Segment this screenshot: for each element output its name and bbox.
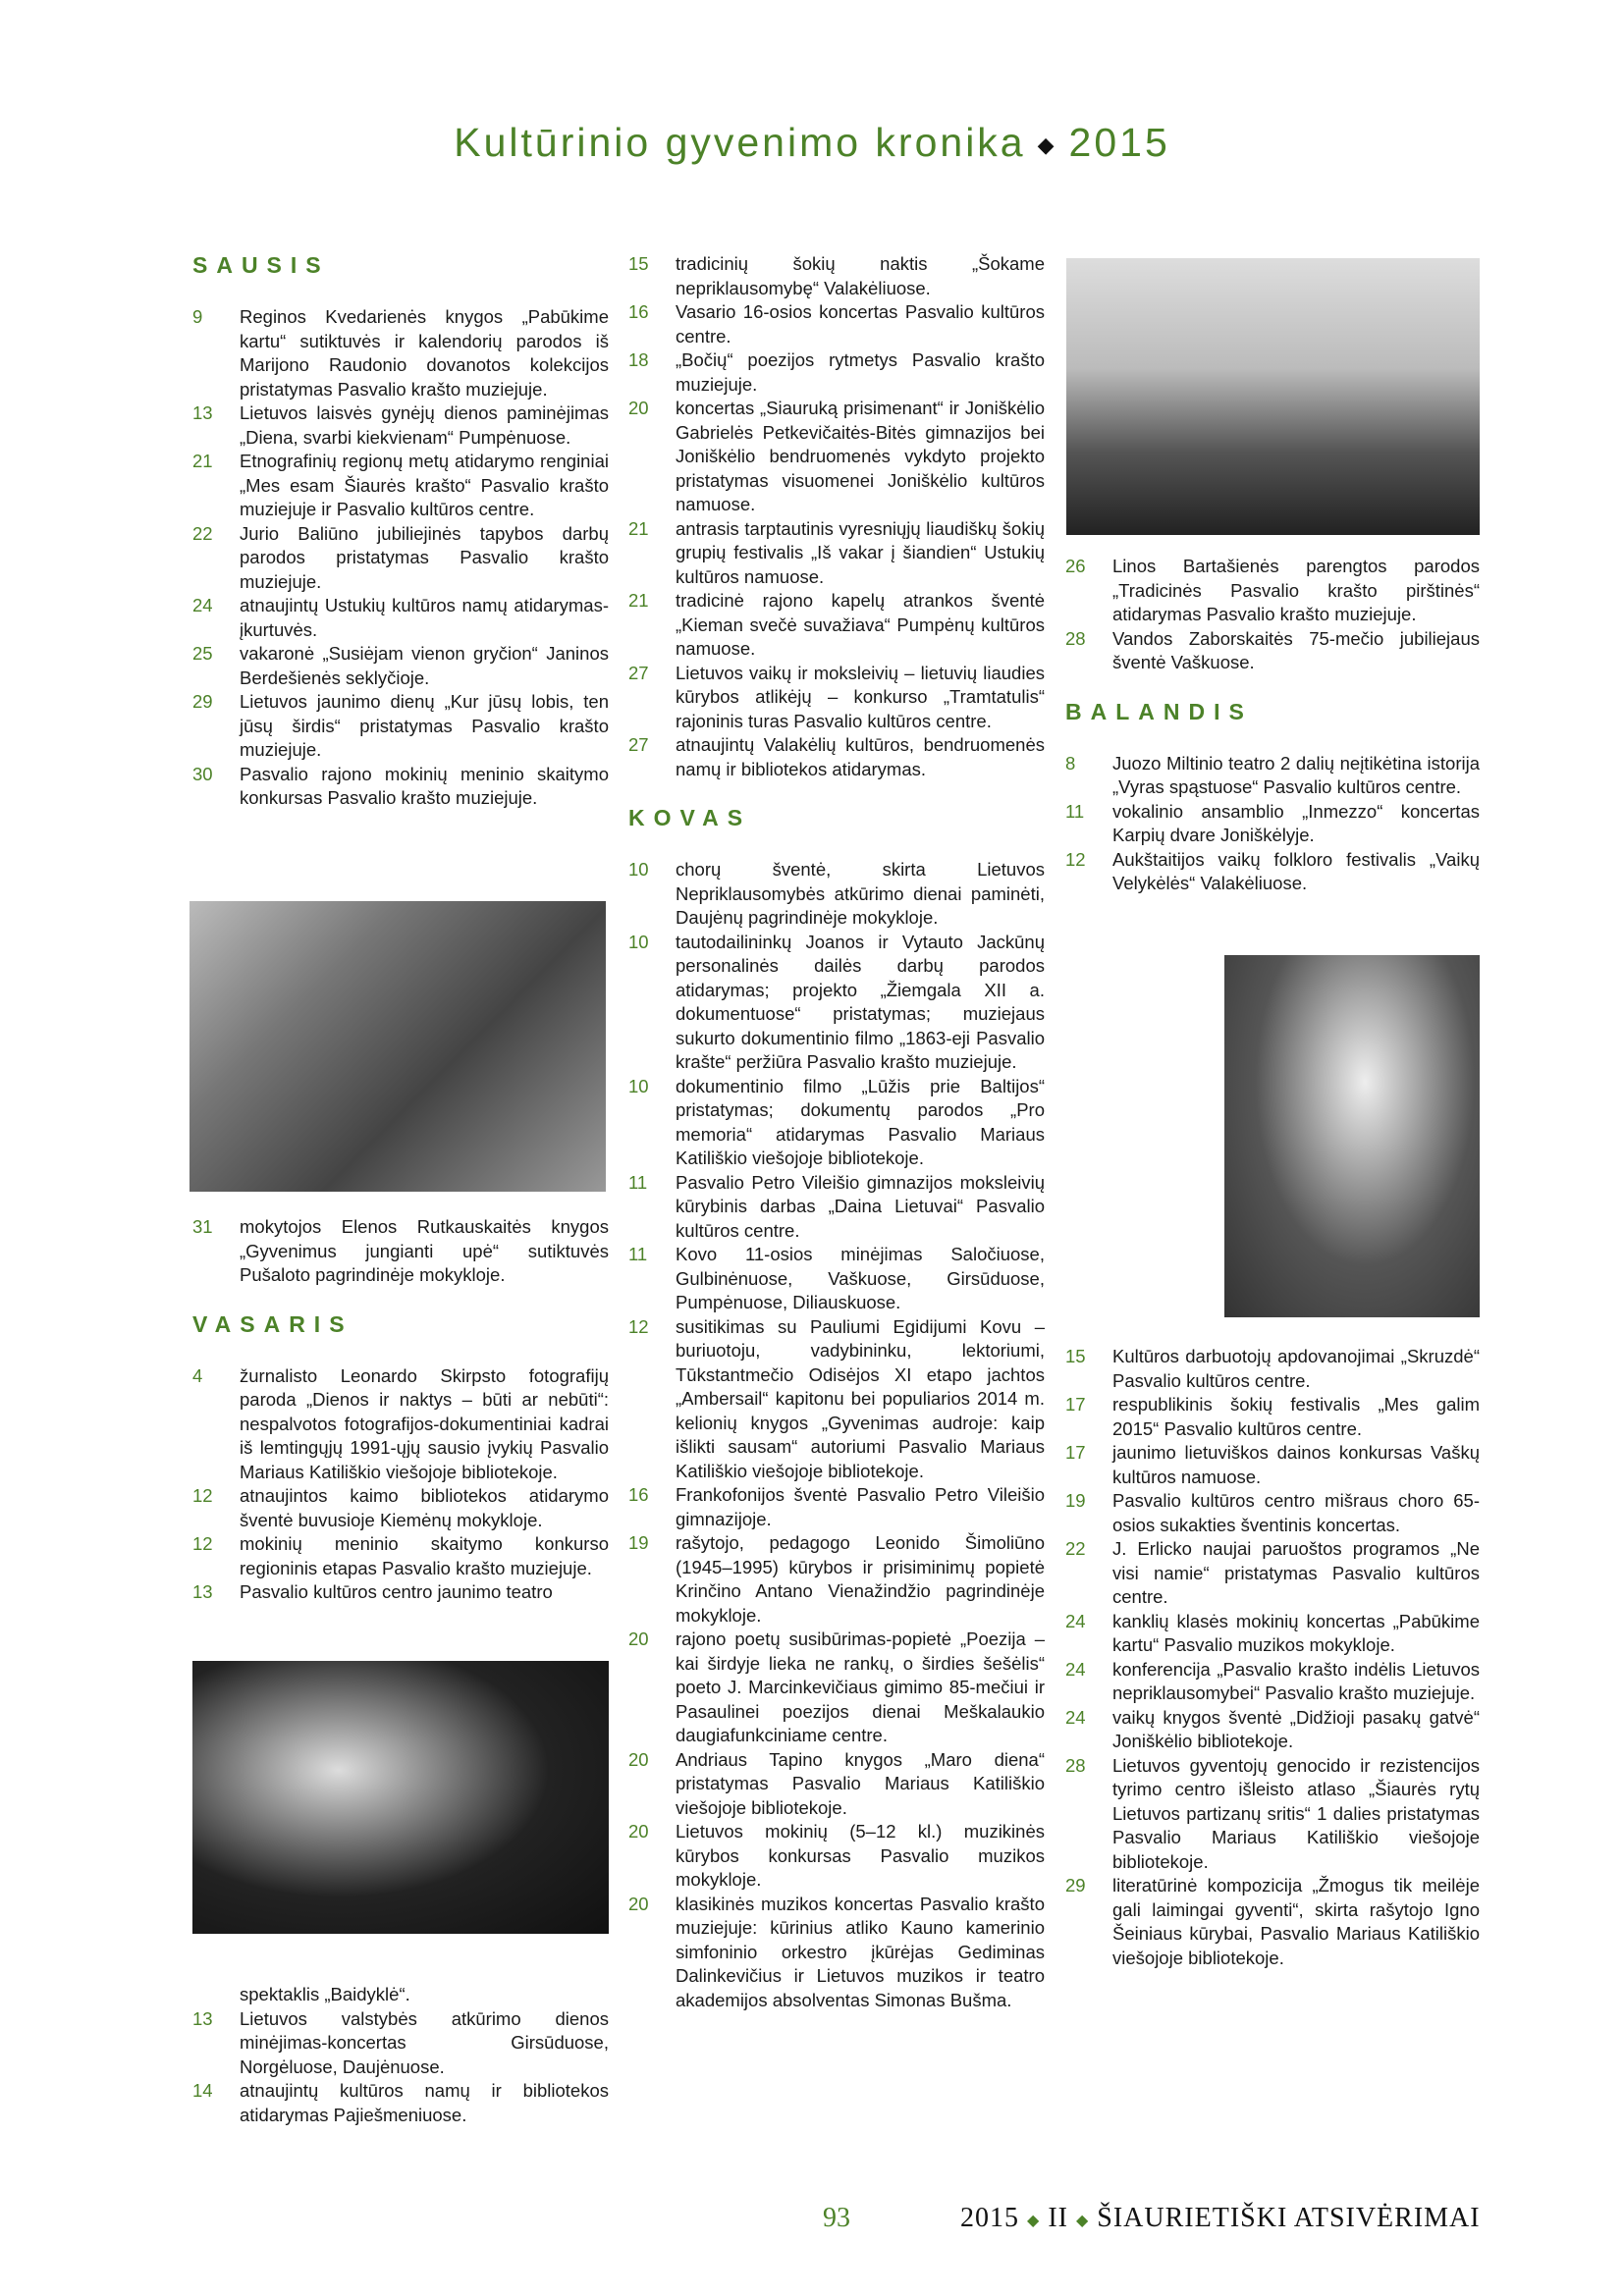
calendar-entry [192, 763, 609, 811]
entry-text: Jurio Baliūno jubiliejinės tapybos darbų parodos pristatymas Pasvalio krašto muziejuje. [240, 522, 609, 592]
calendar-entry [192, 401, 609, 450]
entry-day: 27 [628, 734, 649, 755]
calendar-entry [192, 522, 609, 595]
entry-day: 13 [192, 1581, 213, 1602]
entry-day: 10 [628, 931, 649, 952]
calendar-entry [628, 397, 1045, 517]
title-year: 2015 [1068, 120, 1170, 165]
entry-day: 22 [192, 522, 213, 544]
entry-day: 24 [1065, 1658, 1086, 1680]
footer-journal: ŠIAURIETIŠKI ATSIVĖRIMAI [1097, 2203, 1481, 2233]
entry-text: mokytojos Elenos Rutkauskaitės knygos „Gyvenimus jungianti upė“ sutiktuvės Pušaloto pagrindinėje mokykloje. [240, 1216, 609, 1285]
entry-text: Kovo 11-osios minėjimas Saločiuose, Gulbinėnuose, Vaškuose, Girsūduose, Pumpėnuose, Diliauskuose. [676, 1244, 1045, 1312]
entry-text: Vasario 16-osios koncertas Pasvalio kultūros centre. [676, 301, 1045, 347]
entry-day: 29 [192, 691, 213, 712]
entry-text: atnaujintų Ustukių kultūros namų atidarymas-įkurtuvės. [240, 595, 609, 640]
calendar-entry [1065, 1537, 1480, 1610]
calendar-entry [192, 1580, 609, 1605]
entry-day: 27 [628, 662, 649, 683]
entry-text: Pasvalio Petro Vileišio gimnazijos moksleivių kūrybinis darbas „Daina Lietuvai“ Pasvalio kultūros centre. [676, 1171, 1045, 1241]
entry-day: 11 [628, 1171, 648, 1193]
entry-text: Etnografinių regionų metų atidarymo renginiai „Mes esam Šiaurės krašto“ Pasvalio krašto muziejuje ir Pasvalio kultūros centre. [240, 451, 609, 519]
entry-text: respublikinis šokių festivalis „Mes galim 2015“ Pasvalio kultūros centre. [1112, 1394, 1480, 1439]
diamond-separator-icon: ◆ [1037, 133, 1057, 158]
entry-text: Frankofonijos šventė Pasvalio Petro Vileišio gimnazijoje. [676, 1484, 1045, 1529]
diamond-icon: ◆ [1075, 2212, 1090, 2229]
entry-day: 20 [628, 1629, 649, 1649]
entry-day: 18 [628, 349, 649, 370]
calendar-entry [192, 1215, 609, 1288]
entry-day: 12 [1065, 848, 1086, 870]
calendar-entry [1065, 1393, 1480, 1441]
footer-issue: II [1048, 2203, 1068, 2233]
entry-day: 26 [1065, 556, 1086, 576]
month-heading: VASARIS [192, 1310, 353, 1337]
entry-text: Lietuvos laisvės gynėjų dienos paminėjimas „Diena, svarbi kiekvienam“ Pumpėnuose. [240, 402, 609, 448]
month-heading: BALANDIS [1065, 698, 1253, 724]
photo-mittens-exhibition [1066, 258, 1480, 535]
calendar-entry [628, 1075, 1045, 1171]
calendar-entry [1065, 1754, 1480, 1875]
calendar-entry [1065, 848, 1480, 896]
diamond-icon: ◆ [1027, 2212, 1041, 2229]
calendar-entry [1065, 555, 1480, 627]
entry-day: 29 [1065, 1875, 1086, 1896]
entry-day: 19 [1065, 1490, 1086, 1511]
entry-text: jaunimo lietuviškos dainos konkursas Vaškų kultūros namuose. [1112, 1442, 1480, 1487]
entry-day: 22 [1065, 1538, 1086, 1559]
entry-text: J. Erlicko naujai paruoštos programos „Ne visi namie“ pristatymas Pasvalio kultūros centre. [1112, 1538, 1480, 1607]
entry-text: susitikimas su Pauliumi Egidijumi Kovu – buriuotoju, vadybininku, lektoriumi, Tūkstantmečio Odisėjos XI etapo jachtos „Ambersail“ kapitonu bei populiarios 2014 m. kelionių knygos „Gyvenimas audroje: kaip išlikti sausam“ autoriumi Pasvalio Mariaus Katiliškio viešojoje bibliotekoje. [676, 1315, 1045, 1481]
entry-text: vaikų knygos šventė „Didžioji pasakų gatvė“ Joniškėlio bibliotekoje. [1112, 1706, 1480, 1751]
entry-text: Pasvalio kultūros centro mišraus choro 65-osios sukakties šventinis koncertas. [1112, 1490, 1480, 1535]
entry-text: vakaronė „Susiėjam vienon gryčion“ Janinos Berdešienės seklyčioje. [240, 643, 609, 688]
entry-text: Lietuvos mokinių (5–12 kl.) muzikinės kūrybos konkursas Pasvalio muzikos mokykloje. [676, 1821, 1045, 1890]
entry-day: 24 [192, 595, 213, 615]
title-text: Kultūrinio gyvenimo kronika [454, 120, 1026, 165]
page-title [0, 120, 1624, 166]
calendar-entry [1065, 1706, 1480, 1754]
entry-day: 21 [628, 517, 649, 539]
entry-text: rašytojo, pedagogo Leonido Šimoliūno (1945–1995) kūrybos ir prisiminimų popietė Krinčino Antano Vienažindžio pagrindinėje mokykloje. [676, 1532, 1045, 1626]
calendar-entry [628, 1315, 1045, 1484]
entry-text: Vandos Zaborskaitės 75-mečio jubiliejaus šventė Vaškuose. [1112, 627, 1480, 672]
entry-day: 12 [628, 1315, 649, 1337]
entry-day: 15 [628, 253, 649, 274]
entry-text: Pasvalio rajono mokinių meninio skaitymo konkursas Pasvalio krašto muziejuje. [240, 763, 609, 808]
calendar-entry [628, 662, 1045, 734]
calendar-entry [1065, 627, 1480, 675]
entry-text: „Bočių“ poezijos rytmetys Pasvalio krašto muziejuje. [676, 349, 1045, 395]
entry-day: 30 [192, 763, 213, 784]
entry-day: 20 [628, 1748, 649, 1770]
entry-day: 16 [628, 301, 649, 322]
entry-text: rajono poetų susibūrimas-popietė „Poezija – kai širdyje lieka ne rankų, o širdies šešėlis“ poeto J. Marcinkevičiaus gimimo 85-mečiui ir Pasaulinei poezijos dienai Meškalaukio daugiafunkciniame centre. [676, 1629, 1045, 1745]
calendar-entry [628, 931, 1045, 1075]
entry-text: Andriaus Tapino knygos „Maro diena“ pristatymas Pasvalio Mariaus Katiliškio viešojoje bibliotekoje. [676, 1748, 1045, 1818]
entry-day: 17 [1065, 1394, 1086, 1415]
month-heading: SAUSIS [192, 252, 330, 278]
entry-day: 13 [192, 2007, 213, 2029]
calendar-entry [192, 642, 609, 690]
entry-day: 20 [628, 398, 649, 418]
calendar-entry [1065, 800, 1480, 848]
calendar-entry [192, 305, 609, 401]
entry-text: kanklių klasės mokinių koncertas „Pabūkime kartu“ Pasvalio muzikos mokykloje. [1112, 1610, 1480, 1655]
calendar-entry [628, 348, 1045, 397]
journal-title [960, 2203, 1481, 2234]
entry-day: 14 [192, 2080, 213, 2101]
entry-text: žurnalisto Leonardo Skirpsto fotografijų paroda „Dienos ir naktys – būti ar nebūti“: nespalvotos fotografijos-dokumentiniai kadrai iš lemtingųjų 1991-ųjų sausio įvykių Pasvalio Mariaus Katiliškio viešojoje bibliotekoje. [240, 1364, 609, 1482]
calendar-entry [628, 517, 1045, 590]
calendar-entry [628, 858, 1045, 931]
entry-day: 21 [628, 590, 649, 611]
calendar-entry [1065, 752, 1480, 800]
entry-continuation: spektaklis „Baidyklė“. [240, 1984, 410, 2004]
calendar-entry [192, 1364, 609, 1485]
calendar-entry [1065, 1345, 1480, 1393]
entry-day: 15 [1065, 1346, 1086, 1366]
entry-text: atnaujintų kultūros namų ir bibliotekos atidarymas Pajiešmeniuose. [240, 2080, 609, 2125]
calendar-entry [628, 300, 1045, 348]
month-heading: KOVAS [628, 805, 752, 830]
entry-text: Lietuvos gyventojų genocido ir rezistencijos tyrimo centro išleisto atlaso „Šiaurės rytų Lietuvos partizanų sritis“ 1 dalies pristatymas Pasvalio Mariaus Katiliškio viešojoje bibliotekoje. [1112, 1754, 1480, 1872]
calendar-entry [628, 1171, 1045, 1244]
footer-year: 2015 [960, 2203, 1019, 2233]
photo-man-with-flowers [1224, 955, 1480, 1317]
calendar-entry [628, 1243, 1045, 1315]
entry-day: 31 [192, 1216, 213, 1237]
calendar-entry [192, 690, 609, 763]
calendar-entry [192, 2007, 609, 2080]
calendar-entry [1065, 1658, 1480, 1706]
calendar-entry [192, 1484, 609, 1532]
calendar-entry [628, 1483, 1045, 1531]
entry-day: 28 [1065, 1754, 1086, 1776]
calendar-entry [628, 589, 1045, 662]
entry-text: Reginos Kvedarienės knygos „Pabūkime kartu“ sutiktuvės ir kalendorių parodos iš Marijono Raudonio dovanotos kolekcijos pristatymas Pasvalio krašto muziejuje. [240, 306, 609, 400]
entry-text: tradicinių šokių naktis „Šokame nepriklausomybę“ Valakėliuose. [676, 253, 1045, 298]
entry-day: 9 [192, 306, 203, 327]
entry-day: 10 [628, 1075, 649, 1096]
calendar-entry [1065, 1489, 1480, 1537]
calendar-entry [628, 1531, 1045, 1628]
entry-text: Pasvalio kultūros centro jaunimo teatro [240, 1581, 553, 1602]
photo-theatre-performance [192, 1661, 609, 1934]
entry-text: Juozo Miltinio teatro 2 dalių neįtikėtina istorija „Vyras spąstuose“ Pasvalio kultūros centre. [1112, 752, 1480, 797]
calendar-entry [628, 1628, 1045, 1748]
entry-day: 20 [628, 1893, 649, 1914]
entry-text: Kultūros darbuotojų apdovanojimai „Skruzdė“ Pasvalio kultūros centre. [1112, 1346, 1480, 1391]
calendar-entry [628, 1820, 1045, 1893]
entry-day: 11 [628, 1244, 648, 1264]
entry-day: 4 [192, 1364, 203, 1386]
entry-day: 24 [1065, 1706, 1086, 1728]
entry-text: tradicinė rajono kapelų atrankos šventė „Kieman svečė suvažiava“ Pumpėnų kultūros namuose. [676, 590, 1045, 659]
entry-day: 28 [1065, 627, 1086, 649]
entry-day: 16 [628, 1484, 649, 1505]
entry-text: atnaujintų Valakėlių kultūros, bendruomenės namų ir bibliotekos atidarymas. [676, 734, 1045, 779]
entry-text: Linos Bartašienės parengtos parodos „Tradicinės Pasvalio krašto pirštinės“ atidarymas Pasvalio krašto muziejuje. [1112, 556, 1480, 624]
entry-text: Aukštaitijos vaikų folkloro festivalis „Vaikų Velykėlės“ Valakėliuose. [1112, 848, 1480, 893]
entry-day: 24 [1065, 1610, 1086, 1631]
calendar-entry [192, 1532, 609, 1580]
photo-book-presentation [189, 901, 606, 1192]
entry-day: 12 [192, 1485, 213, 1506]
entry-day: 12 [192, 1533, 213, 1554]
entry-day: 19 [628, 1532, 649, 1553]
entry-day: 25 [192, 643, 213, 664]
entry-day: 10 [628, 859, 649, 880]
calendar-entry [1065, 1441, 1480, 1489]
entry-day: 20 [628, 1821, 649, 1842]
column-3-bottom [1065, 1345, 1480, 1970]
entry-text: konferencija „Pasvalio krašto indėlis Lietuvos nepriklausomybei“ Pasvalio krašto muziejuje. [1112, 1658, 1480, 1703]
entry-text: klasikinės muzikos koncertas Pasvalio krašto muziejuje: kūrinius atliko Kauno kamerinio simfoninio orkestro įkūrėjas Gediminas Dalinkevičius ir Lietuvos muzikos ir teatro akademijos absolventas Simonas Bušma. [676, 1893, 1045, 2010]
column-1-bottom [192, 1983, 609, 2127]
entry-text: vokalinio ansamblio „Inmezzo“ koncertas Karpių dvare Joniškėlyje. [1112, 800, 1480, 845]
entry-day: 8 [1065, 752, 1076, 774]
calendar-entry [192, 450, 609, 522]
calendar-entry [1065, 1610, 1480, 1658]
page-number: 93 [823, 2203, 850, 2233]
entry-text: dokumentinio filmo „Lūžis prie Baltijos“ pristatymas; dokumentų parodos „Pro memoria“ atidarymas Pasvalio Mariaus Katiliškio viešojoje bibliotekoje. [676, 1075, 1045, 1168]
calendar-entry [192, 594, 609, 642]
entry-text: literatūrinė kompozicija „Žmogus tik meilėje gali laimingai gyventi“, skirta rašytojo Igno Šeiniaus kūrybai, Pasvalio Mariaus Katiliškio viešojoje bibliotekoje. [1112, 1875, 1480, 1968]
entry-text: Lietuvos valstybės atkūrimo dienos minėjimas-koncertas Girsūduose, Norgėluose, Daujėnuose. [240, 2007, 609, 2077]
calendar-entry [628, 1748, 1045, 1821]
entry-day: 17 [1065, 1442, 1086, 1463]
entry-day: 21 [192, 451, 213, 471]
entry-text: atnaujintos kaimo bibliotekos atidarymo šventė buvusioje Kiemėnų mokykloje. [240, 1485, 609, 1530]
entry-text: koncertas „Siauruką prisimenant“ ir Joniškėlio Gabrielės Petkevičaitės-Bitės gimnazijos bei Joniškėlio bendruomenės vykdyto projekto pristatymas visuomenei Joniškėlio kultūros namuose. [676, 398, 1045, 514]
column-3-top [1065, 555, 1480, 896]
entry-day: 11 [1065, 800, 1085, 822]
entry-text: mokinių meninio skaitymo konkurso regioninis etapas Pasvalio krašto muziejuje. [240, 1533, 609, 1578]
entry-day: 13 [192, 402, 213, 423]
calendar-entry [628, 1893, 1045, 2013]
entry-text: chorų šventė, skirta Lietuvos Nepriklausomybės atkūrimo dienai paminėti, Daujėnų pagrindinėje mokykloje. [676, 859, 1045, 928]
calendar-entry [1065, 1874, 1480, 1970]
entry-text: antrasis tarptautinis vyresniųjų liaudiškų šokių grupių festivalis „Iš vakar į šiandien“ Ustukių kultūros namuose. [676, 517, 1045, 587]
column-2 [628, 252, 1045, 2012]
entry-text: Lietuvos vaikų ir moksleivių – lietuvių liaudies kūrybos atlikėjų – konkurso „Tramtatulis“ rajoninis turas Pasvalio kultūros centre. [676, 662, 1045, 731]
entry-text: Lietuvos jaunimo dienų „Kur jūsų lobis, ten jūsų širdis“ pristatymas Pasvalio krašto muziejuje. [240, 691, 609, 760]
calendar-entry [628, 733, 1045, 781]
column-1-top [192, 252, 609, 811]
calendar-entry [628, 252, 1045, 300]
entry-text: tautodailininkų Joanos ir Vytauto Jackūnų personalinės dailės darbų parodos atidarymas; projekto „Žiemgala XII a. dokumentuose“ pristatymas; muziejaus sukurto dokumentinio filmo „1863-eji Pasvalio krašte“ peržiūra Pasvalio krašto muziejuje. [676, 931, 1045, 1072]
calendar-entry [192, 2079, 609, 2127]
column-1-middle [192, 1215, 609, 1605]
